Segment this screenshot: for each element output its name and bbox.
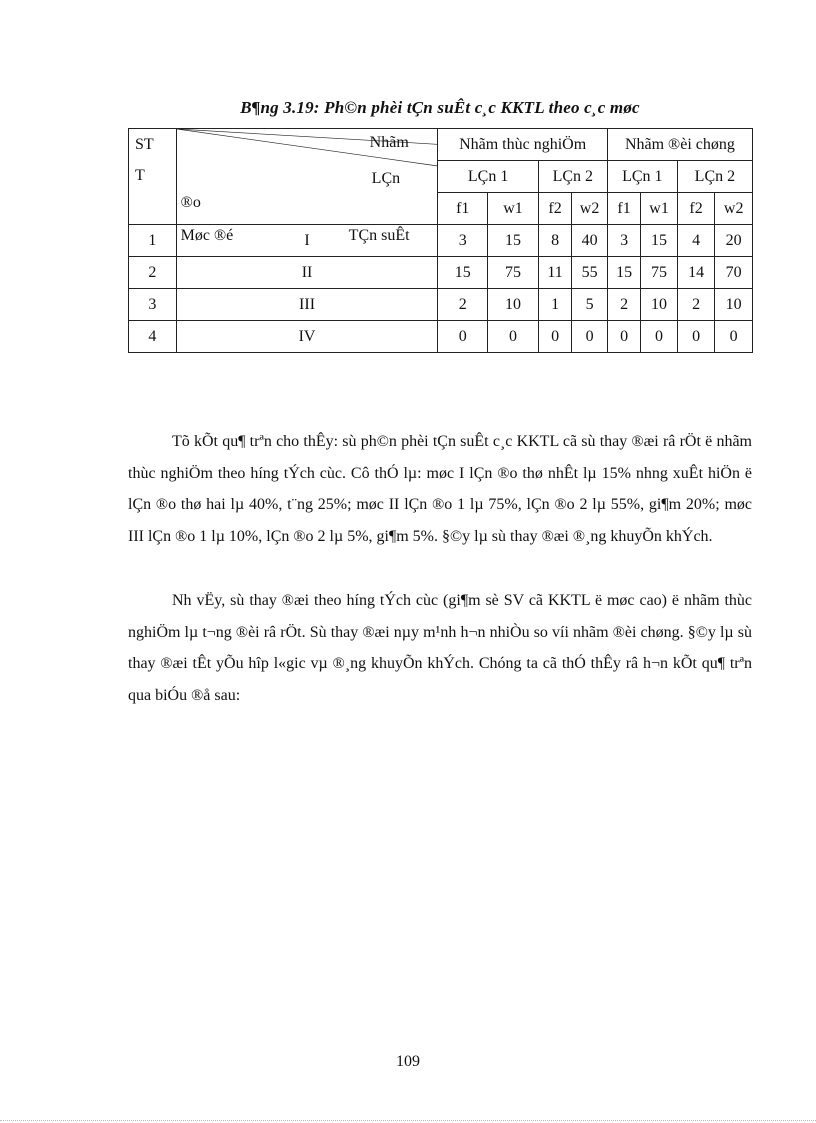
cell: 0 — [607, 321, 640, 353]
sub-header: w1 — [641, 193, 678, 225]
paragraph-conclusion: Nh vËy, sù thay ®æi theo híng tÝch cùc (gi¶m sè SV cã KKTL ë møc cao) ë nhãm thùc nghiÖm lµ t¬ng ®èi râ rÖt. Sù thay ®æi nµy m¹nh h¬n nhiÒu so víi nhãm ®èi chøng. §©y lµ sù thay ®æi tÊt yÕu hîp l«gic vµ ®¸ng khuyÕn khÝch. Chóng ta cã thÓ thÊy râ h¬n kÕt qu¶ trªn qua biÓu ®å sau: — [128, 592, 752, 704]
cell: 8 — [538, 225, 571, 257]
cell: 14 — [677, 257, 715, 289]
group-header-experimental: Nhãm thùc nghiÖm — [438, 129, 607, 161]
row-stt: 3 — [129, 289, 177, 321]
row-level: II — [176, 257, 438, 289]
diagonal-header-cell — [176, 129, 438, 244]
table-row — [129, 321, 753, 353]
cell: 0 — [538, 321, 571, 353]
cell: 1 — [538, 289, 571, 321]
cell: 2 — [438, 289, 488, 321]
cell: 10 — [641, 289, 678, 321]
cell: 2 — [607, 289, 640, 321]
row-stt: 4 — [129, 321, 177, 353]
cell: 0 — [572, 321, 608, 353]
cell: 2 — [677, 289, 715, 321]
cell: 0 — [677, 321, 715, 353]
cell: 20 — [715, 225, 753, 257]
page-number: 109 — [396, 1053, 420, 1070]
sub-header: w2 — [572, 193, 608, 225]
table-row — [129, 257, 753, 289]
cell: 0 — [641, 321, 678, 353]
cell: 5 — [572, 289, 608, 321]
cell: 11 — [538, 257, 571, 289]
sub-header: w1 — [488, 193, 539, 225]
cell: 15 — [488, 225, 539, 257]
cell: 0 — [715, 321, 753, 353]
paragraph-results: Tõ kÕt qu¶ trªn cho thÊy: sù ph©n phèi tÇn suÊt c¸c KKTL cã sù thay ®æi râ rÖt ë nhãm thùc nghiÖm theo híng tÝch cùc. Cô thÓ lµ: møc I lÇn ®o thø nhÊt lµ 15% nhng xuÊt hiÖn ë lÇn ®o thø hai lµ 40%, t¨ng 25%; møc II lÇn ®o 1 lµ 75%, lÇn ®o 2 lµ 55%, gi¶m 20%; møc III lÇn ®o 1 lµ 10%, lÇn ®o 2 lµ 5%, gi¶m 5%. §©y lµ sù thay ®æi ®¸ng khuyÕn khÝch. — [128, 433, 752, 545]
cell: 75 — [641, 257, 678, 289]
cell: 15 — [607, 257, 640, 289]
cell: 3 — [438, 225, 488, 257]
sub-header: f1 — [607, 193, 640, 225]
cell: 0 — [488, 321, 539, 353]
diag-label-nhom: Nhãm — [369, 134, 409, 151]
row-level: I — [176, 225, 438, 257]
diag-label-mucdo: Møc ®é — [180, 227, 234, 244]
lan-1-header: LÇn 1 — [438, 161, 538, 193]
row-stt: 1 — [129, 225, 177, 257]
table-caption: B¶ng 3.19: Ph©n phèi tÇn suÊt c¸c KKTL theo c¸c møc — [240, 98, 640, 117]
cell: 15 — [641, 225, 678, 257]
row-level: III — [176, 289, 438, 321]
group-header-control: Nhãm ®èi chøng — [607, 129, 752, 161]
lan-2-header: LÇn 2 — [538, 161, 607, 193]
lan-1-header: LÇn 1 — [607, 161, 677, 193]
cell: 3 — [607, 225, 640, 257]
frequency-table — [128, 128, 753, 353]
sub-header: f2 — [677, 193, 715, 225]
cell: 15 — [438, 257, 488, 289]
cell: 75 — [488, 257, 539, 289]
cell: 0 — [438, 321, 488, 353]
cell: 55 — [572, 257, 608, 289]
cell: 70 — [715, 257, 753, 289]
sub-header: w2 — [715, 193, 753, 225]
cell: 4 — [677, 225, 715, 257]
row-stt: 2 — [129, 257, 177, 289]
row-level: IV — [176, 321, 438, 353]
cell: 10 — [488, 289, 539, 321]
sub-header: f2 — [538, 193, 571, 225]
page-bottom-divider — [0, 1120, 816, 1122]
cell: 40 — [572, 225, 608, 257]
lan-2-header: LÇn 2 — [677, 161, 752, 193]
cell: 10 — [715, 289, 753, 321]
table-row — [129, 289, 753, 321]
diag-label-lan: LÇn — [371, 170, 401, 187]
diag-label-do: ®o — [180, 194, 201, 211]
diag-label-tansuat: TÇn suÊt — [348, 227, 410, 244]
stt-header: ST T — [129, 129, 177, 225]
sub-header: f1 — [438, 193, 488, 225]
